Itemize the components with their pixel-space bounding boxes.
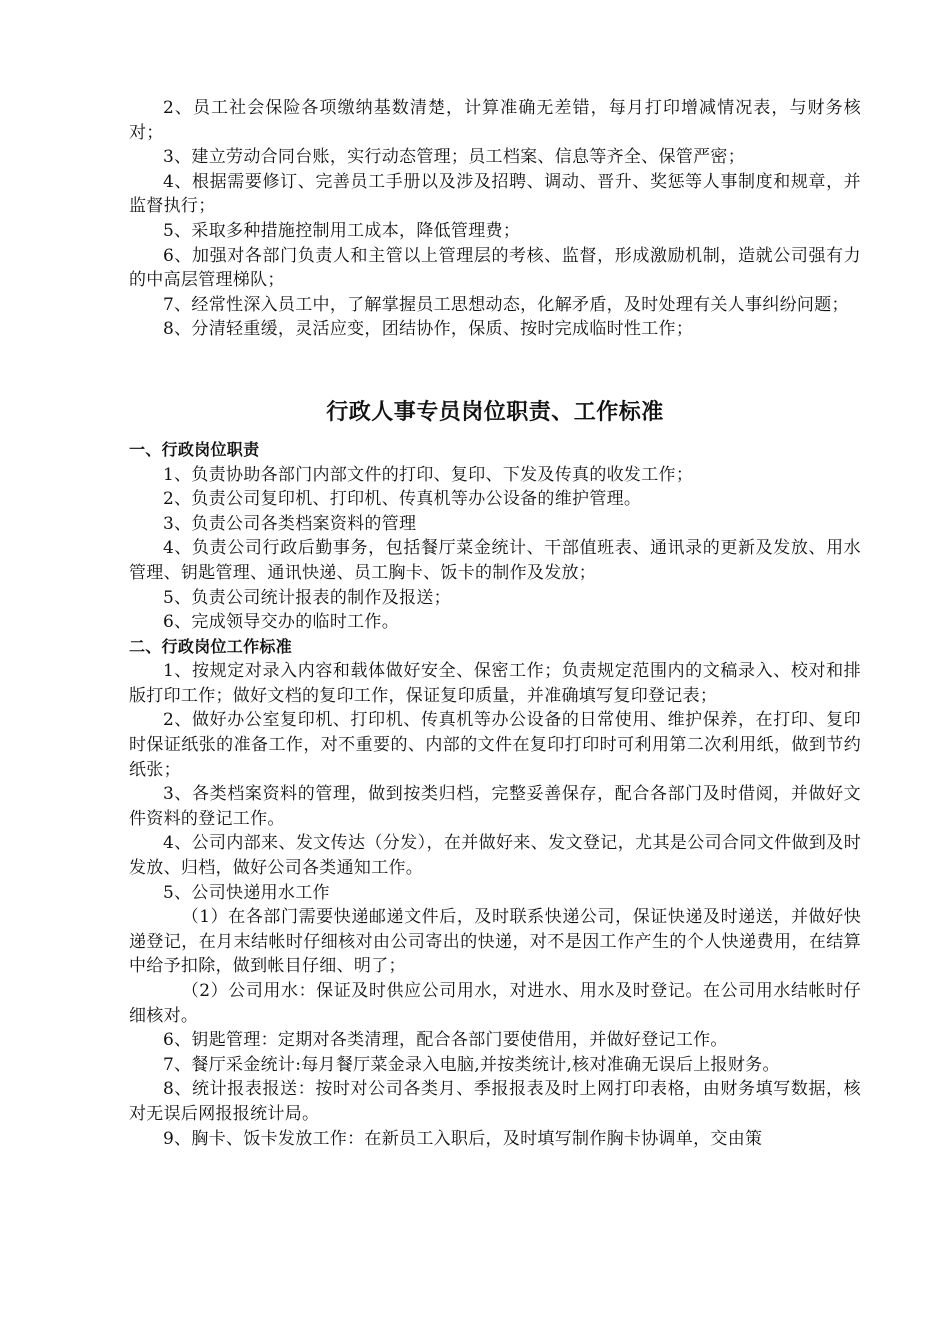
section-2-sub-item-2: （2）公司用水：保证及时供应公司用水，对进水、用水及时登记。在公司用水结帐时仔细核对。: [129, 981, 861, 1026]
intro-item-3: 3、建立劳动合同台账，实行动态管理；员工档案、信息等齐全、保管严密；: [163, 147, 746, 168]
section-2-item-3: 3、各类档案资料的管理，做到按类归档，完整妥善保存，配合各部门及时借阅，并做好文件资料的登记工作。: [129, 784, 861, 829]
section-2-item-9: 9、胸卡、饭卡发放工作：在新员工入职后，及时填写制作胸卡协调单，交由策: [163, 1128, 763, 1149]
document-title: 行政人事专员岗位职责、工作标准: [326, 399, 664, 425]
document-page: [129, 96, 861, 1151]
section-1-item-5: 5、负责公司统计报表的制作及报送；: [163, 587, 451, 608]
section-2-item-5: 5、公司快递用水工作: [163, 882, 330, 903]
intro-item-5: 5、采取多种措施控制用工成本，降低管理费；: [163, 220, 521, 241]
section-spacer: [129, 342, 861, 398]
intro-item-6: 6、加强对各部门负责人和主管以上管理层的考核、监督，形成激励机制，造就公司强有力的中高层管理梯队；: [129, 245, 861, 291]
section-2-item-1: 1、按规定对录入内容和载体做好安全、保密工作；负责规定范围内的文稿录入、校对和排版打印工作；做好文档的复印工作，保证复印质量，并准确填写复印登记表；: [129, 661, 861, 706]
intro-item-8: 8、分清轻重缓，灵活应变，团结协作，保质、按时完成临时性工作；: [163, 319, 694, 340]
section-2-heading: 二、行政岗位工作标准: [129, 636, 293, 656]
section-2-item-7: 7、餐厅采金统计:每月餐厅菜金录入电脑,并按类统计,核对准确无误后上报财务。: [163, 1054, 780, 1075]
section-2-sub-item-1: （1）在各部门需要快递邮递文件后，及时联系快递公司，保证快递及时递送，并做好快递登记，在月末结帐时仔细核对由公司寄出的快递，对不是因工作产生的个人快递费用，在结算中给予扣除，做到帐目仔细、明了；: [129, 907, 861, 977]
section-1-heading: 一、行政岗位职责: [129, 439, 260, 459]
section-2-item-8: 8、统计报表报送：按时对公司各类月、季报报表及时上网打印表格，由财务填写数据，核对无误后网报报统计局。: [129, 1079, 861, 1124]
section-1-item-6: 6、完成领导交办的临时工作。: [163, 612, 400, 633]
section-2-item-2: 2、做好办公室复印机、打印机、传真机等办公设备的日常使用、维护保养，在打印、复印时保证纸张的准备工作，对不重要的、内部的文件在复印打印时可利用第二次利用纸，做到节约纸张；: [129, 710, 861, 780]
section-2-item-6: 6、钥匙管理：定期对各类清理，配合各部门要使借用，并做好登记工作。: [163, 1030, 728, 1051]
section-1-item-1: 1、负责协助各部门内部文件的打印、复印、下发及传真的收发工作；: [163, 464, 694, 485]
section-1-item-3: 3、负责公司各类档案资料的管理: [163, 513, 417, 534]
intro-item-2: 2、员工社会保险各项缴纳基数清楚，计算准确无差错，每月打印增减情况表，与财务核对；: [129, 98, 861, 143]
section-2-item-4: 4、公司内部来、发文传达（分发），在并做好来、发文登记，尤其是公司合同文件做到及时发放、归档，做好公司各类通知工作。: [129, 833, 861, 879]
intro-item-4: 4、根据需要修订、完善员工手册以及涉及招聘、调动、晋升、奖惩等人事制度和规章，并监督执行；: [129, 171, 861, 217]
section-1-item-2: 2、负责公司复印机、打印机、传真机等办公设备的维护管理。: [163, 489, 642, 510]
section-1-item-4: 4、负责公司行政后勤事务，包括餐厅菜金统计、干部值班表、通讯录的更新及发放、用水管理、钥匙管理、通讯快递、员工胸卡、饭卡的制作及发放；: [129, 538, 861, 583]
intro-item-7: 7、经常性深入员工中，了解掌握员工思想动态，化解矛盾，及时处理有关人事纠纷问题；: [163, 294, 849, 315]
